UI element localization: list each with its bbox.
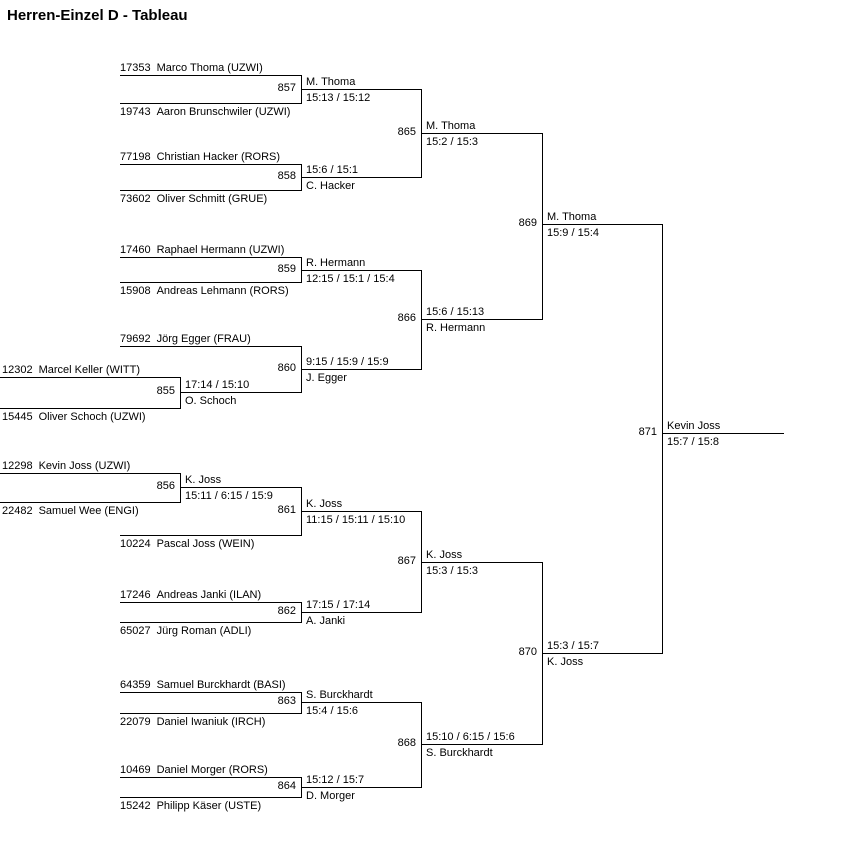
match-857-top-line: [120, 75, 302, 76]
match-862-player-top: [120, 589, 261, 602]
match-869-number: 869: [518, 217, 537, 229]
match-862-winner-name: A. Janki: [306, 615, 346, 627]
match-858-player-bottom-name: Oliver Schmitt (GRUE): [156, 193, 268, 205]
match-859-player-top-id: 17460: [120, 244, 151, 256]
match-855-connector: [180, 377, 181, 409]
match-857-player-top: [120, 62, 263, 75]
match-870-number: 870: [518, 646, 537, 658]
match-869-score: 15:9 / 15:4: [547, 227, 599, 239]
match-861-bottom-line: [120, 535, 302, 536]
match-855-number: 855: [156, 385, 175, 397]
match-863-player-top-id: 64359: [120, 679, 151, 691]
match-863-player-bottom-name: Daniel Iwaniuk (IRCH): [156, 716, 266, 728]
match-857-player-top-name: Marco Thoma (UZWI): [156, 62, 263, 74]
match-855-player-bottom: [2, 411, 146, 424]
match-855-score: 17:14 / 15:10: [185, 379, 250, 391]
match-861-player-bottom-id: 10224: [120, 538, 151, 550]
match-863-player-top-name: Samuel Burckhardt (BASI): [156, 679, 286, 691]
match-856-winner-line: [180, 487, 302, 488]
match-863-winner-name: S. Burckhardt: [306, 689, 373, 701]
match-865-winner-name: M. Thoma: [426, 120, 476, 132]
match-868-winner-line: [421, 744, 543, 745]
match-859-player-top: [120, 244, 284, 257]
match-868-score: 15:10 / 6:15 / 15:6: [426, 731, 515, 743]
match-858-player-top-id: 77198: [120, 151, 151, 163]
match-855-winner-name: O. Schoch: [185, 395, 237, 407]
match-858-player-bottom: [120, 193, 267, 206]
match-863-top-line: [120, 692, 302, 693]
match-856-player-top: [2, 460, 130, 473]
match-857-player-bottom-id: 19743: [120, 106, 151, 118]
match-860-winner-name: J. Egger: [306, 372, 347, 384]
match-856-player-bottom-name: Samuel Wee (ENGI): [38, 505, 139, 517]
match-864-player-top-name: Daniel Morger (RORS): [156, 764, 268, 776]
match-864-winner-line: [301, 787, 422, 788]
match-860-winner-line: [301, 369, 422, 370]
match-867-number: 867: [397, 555, 416, 567]
match-868-number: 868: [397, 737, 416, 749]
match-867-winner-line: [421, 562, 543, 563]
match-863-player-top: [120, 679, 286, 692]
match-862-winner-line: [301, 612, 422, 613]
match-857-player-bottom-name: Aaron Brunschwiler (UZWI): [156, 106, 291, 118]
match-864-player-bottom-id: 15242: [120, 800, 151, 812]
match-855-bottom-line: [0, 408, 181, 409]
match-860-player-top-id: 79692: [120, 333, 151, 345]
match-865-score: 15:2 / 15:3: [426, 136, 478, 148]
match-858-winner-line: [301, 177, 422, 178]
match-856-player-bottom: [2, 505, 139, 518]
match-866-number: 866: [397, 312, 416, 324]
match-856-bottom-line: [0, 502, 181, 503]
match-867-winner-name: K. Joss: [426, 549, 463, 561]
page-title: Herren-Einzel D - Tableau: [7, 7, 188, 24]
match-861-winner-line: [301, 511, 422, 512]
match-869-connector: [542, 133, 543, 320]
match-866-winner-line: [421, 319, 543, 320]
match-859-number: 859: [277, 263, 296, 275]
match-864-player-top: [120, 764, 268, 777]
match-867-score: 15:3 / 15:3: [426, 565, 478, 577]
match-863-connector: [301, 692, 302, 714]
match-864-player-bottom: [120, 800, 261, 813]
match-858-player-top: [120, 151, 280, 164]
match-869-winner-line: [542, 224, 663, 225]
match-863-player-bottom-id: 22079: [120, 716, 151, 728]
match-866-connector: [421, 270, 422, 370]
match-862-number: 862: [277, 605, 296, 617]
match-855-player-top-id: 12302: [2, 364, 33, 376]
match-864-top-line: [120, 777, 302, 778]
match-857-bottom-line: [120, 103, 302, 104]
match-860-top-line: [120, 346, 302, 347]
match-861-score: 11:15 / 15:11 / 15:10: [306, 514, 406, 526]
match-866-winner-name: R. Hermann: [426, 322, 486, 334]
match-865-winner-line: [421, 133, 543, 134]
match-859-score: 12:15 / 15:1 / 15:4: [306, 273, 395, 285]
match-864-score: 15:12 / 15:7: [306, 774, 365, 786]
match-856-top-line: [0, 473, 181, 474]
match-860-player-top: [120, 333, 251, 346]
match-868-connector: [421, 702, 422, 788]
match-856-number: 856: [156, 480, 175, 492]
match-855-player-top: [2, 364, 140, 377]
match-863-winner-line: [301, 702, 422, 703]
match-859-player-bottom-name: Andreas Lehmann (RORS): [156, 285, 289, 297]
match-860-score: 9:15 / 15:9 / 15:9: [306, 356, 389, 368]
match-859-bottom-line: [120, 282, 302, 283]
match-862-player-top-name: Andreas Janki (ILAN): [156, 589, 262, 601]
match-859-player-bottom-id: 15908: [120, 285, 151, 297]
match-862-player-bottom-name: Jürg Roman (ADLI): [156, 625, 252, 637]
match-863-bottom-line: [120, 713, 302, 714]
match-858-bottom-line: [120, 190, 302, 191]
match-856-winner-name: K. Joss: [185, 474, 222, 486]
match-864-player-top-id: 10469: [120, 764, 151, 776]
match-863-player-bottom: [120, 716, 265, 729]
match-864-winner-name: D. Morger: [306, 790, 355, 802]
match-860-player-top-name: Jörg Egger (FRAU): [156, 333, 251, 345]
match-858-number: 858: [277, 170, 296, 182]
match-864-bottom-line: [120, 797, 302, 798]
match-870-winner-line: [542, 653, 663, 654]
match-858-winner-name: C. Hacker: [306, 180, 355, 192]
match-855-player-bottom-id: 15445: [2, 411, 33, 423]
match-855-player-bottom-name: Oliver Schoch (UZWI): [38, 411, 146, 423]
match-871-connector: [662, 224, 663, 654]
match-865-number: 865: [397, 126, 416, 138]
match-871-score: 15:7 / 15:8: [667, 436, 719, 448]
match-857-player-top-id: 17353: [120, 62, 151, 74]
match-869-winner-name: M. Thoma: [547, 211, 597, 223]
match-861-player-bottom-name: Pascal Joss (WEIN): [156, 538, 255, 550]
match-857-player-bottom: [120, 106, 290, 119]
match-868-winner-name: S. Burckhardt: [426, 747, 493, 759]
match-857-winner-name: M. Thoma: [306, 76, 356, 88]
match-856-player-top-name: Kevin Joss (UZWI): [38, 460, 131, 472]
match-871-winner-name: Kevin Joss: [667, 420, 721, 432]
match-857-winner-line: [301, 89, 422, 90]
match-859-player-bottom: [120, 285, 289, 298]
match-858-top-line: [120, 164, 302, 165]
match-860-number: 860: [277, 362, 296, 374]
match-857-score: 15:13 / 15:12: [306, 92, 371, 104]
match-856-score: 15:11 / 6:15 / 15:9: [185, 490, 273, 502]
match-863-number: 863: [277, 695, 296, 707]
match-861-number: 861: [277, 504, 296, 516]
match-862-top-line: [120, 602, 302, 603]
match-870-winner-name: K. Joss: [547, 656, 584, 668]
match-855-winner-line: [180, 392, 302, 393]
match-862-player-bottom: [120, 625, 251, 638]
match-864-player-bottom-name: Philipp Käser (USTE): [156, 800, 262, 812]
match-871-winner-line: [662, 433, 784, 434]
match-858-player-bottom-id: 73602: [120, 193, 151, 205]
match-862-player-bottom-id: 65027: [120, 625, 151, 637]
match-858-player-top-name: Christian Hacker (RORS): [156, 151, 281, 163]
match-870-score: 15:3 / 15:7: [547, 640, 599, 652]
match-866-score: 15:6 / 15:13: [426, 306, 485, 318]
match-859-winner-line: [301, 270, 422, 271]
match-862-bottom-line: [120, 622, 302, 623]
match-864-number: 864: [277, 780, 296, 792]
match-861-player-bottom: [120, 538, 254, 551]
match-856-player-bottom-id: 22482: [2, 505, 33, 517]
match-859-top-line: [120, 257, 302, 258]
match-858-score: 15:6 / 15:1: [306, 164, 358, 176]
match-859-player-top-name: Raphael Hermann (UZWI): [156, 244, 285, 256]
match-862-score: 17:15 / 17:14: [306, 599, 371, 611]
match-861-winner-name: K. Joss: [306, 498, 343, 510]
match-857-number: 857: [277, 82, 296, 94]
match-856-connector: [180, 473, 181, 503]
match-855-top-line: [0, 377, 181, 378]
match-859-winner-name: R. Hermann: [306, 257, 366, 269]
match-863-score: 15:4 / 15:6: [306, 705, 358, 717]
match-871-number: 871: [638, 426, 657, 438]
match-862-player-top-id: 17246: [120, 589, 151, 601]
match-855-player-top-name: Marcel Keller (WITT): [38, 364, 141, 376]
match-856-player-top-id: 12298: [2, 460, 33, 472]
